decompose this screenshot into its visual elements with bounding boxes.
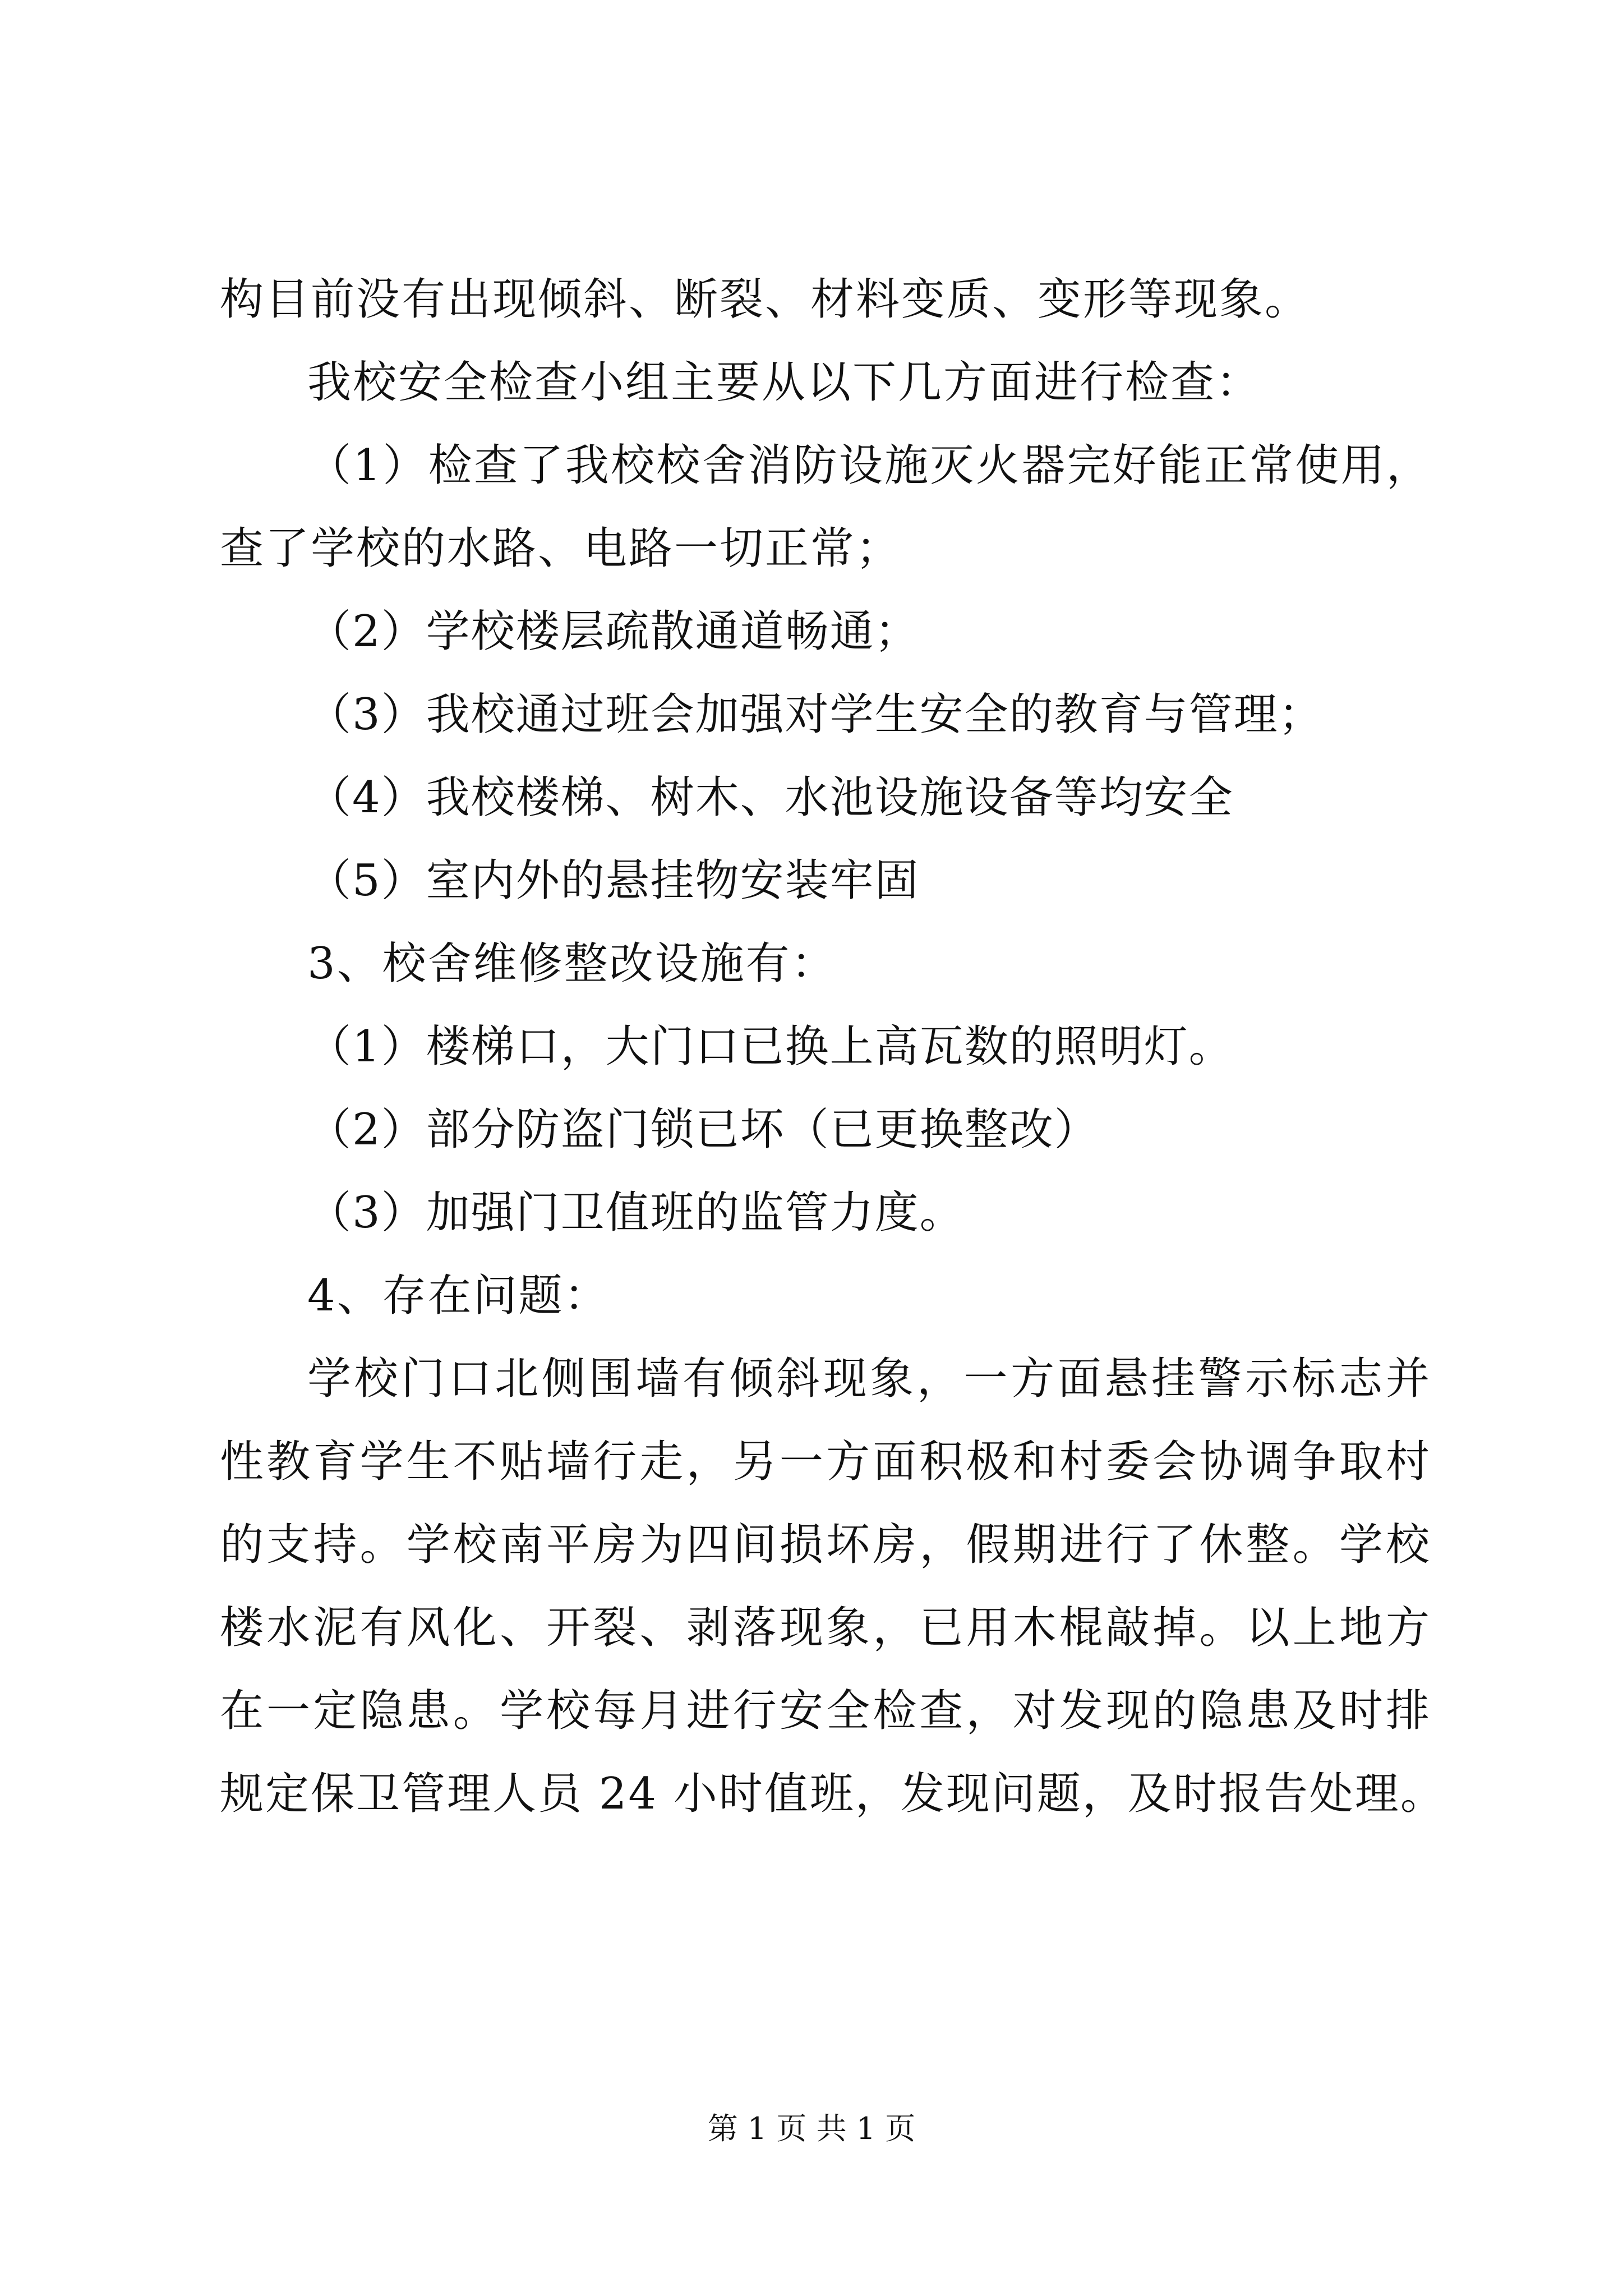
- paragraph-line: 楼水泥有风化、开裂、剥落现象，已用木棍敲掉。以上地方: [220, 1603, 1431, 1653]
- paragraph-line: 学校门口北侧围墙有倾斜现象，一方面悬挂警示标志并: [307, 1354, 1431, 1404]
- paragraph-line: 我校安全检查小组主要从以下几方面进行检查：: [307, 357, 1262, 408]
- list-item-line: （5）室内外的悬挂物安装牢固: [307, 855, 920, 906]
- page-footer: 第 1 页 共 1 页: [707, 2111, 916, 2146]
- list-item-line: （2）学校楼层疏散通道畅通；: [307, 606, 920, 657]
- document-body: [220, 258, 1446, 1835]
- list-item-line: （1）楼梯口，大门口已换上高瓦数的照明灯。: [307, 1022, 1234, 1072]
- paragraph-line: 规定保卫管理人员 24 小时值班，发现问题，及时报告处理。: [220, 1769, 1446, 1819]
- list-item-line: （4）我校楼梯、树木、水池设施设备等均安全: [307, 772, 1234, 823]
- list-item-line: （2）部分防盗门锁已坏（已更换整改）: [307, 1105, 1099, 1155]
- paragraph-line: 的支持。学校南平房为四间损坏房，假期进行了休整。学校: [220, 1520, 1431, 1570]
- paragraph-line: 在一定隐患。学校每月进行安全检查，对发现的隐患及时排: [220, 1686, 1431, 1736]
- list-item-line: （1）检查了我校校舍消防设施灭火器完好能正常使用，: [307, 440, 1431, 491]
- list-item-line: （3）我校通过班会加强对学生安全的教育与管理；: [307, 689, 1324, 740]
- paragraph-line: 性教育学生不贴墙行走，另一方面积极和村委会协调争取村: [220, 1437, 1431, 1487]
- section-heading: 4、存在问题：: [307, 1271, 610, 1321]
- section-heading: 3、校舍维修整改设施有：: [307, 938, 837, 989]
- list-item-line: 查了学校的水路、电路一切正常；: [220, 523, 902, 574]
- list-item-line: （3）加强门卫值班的监管力度。: [307, 1188, 965, 1238]
- paragraph-line: 构目前没有出现倾斜、断裂、材料变质、变形等现象。: [220, 274, 1311, 325]
